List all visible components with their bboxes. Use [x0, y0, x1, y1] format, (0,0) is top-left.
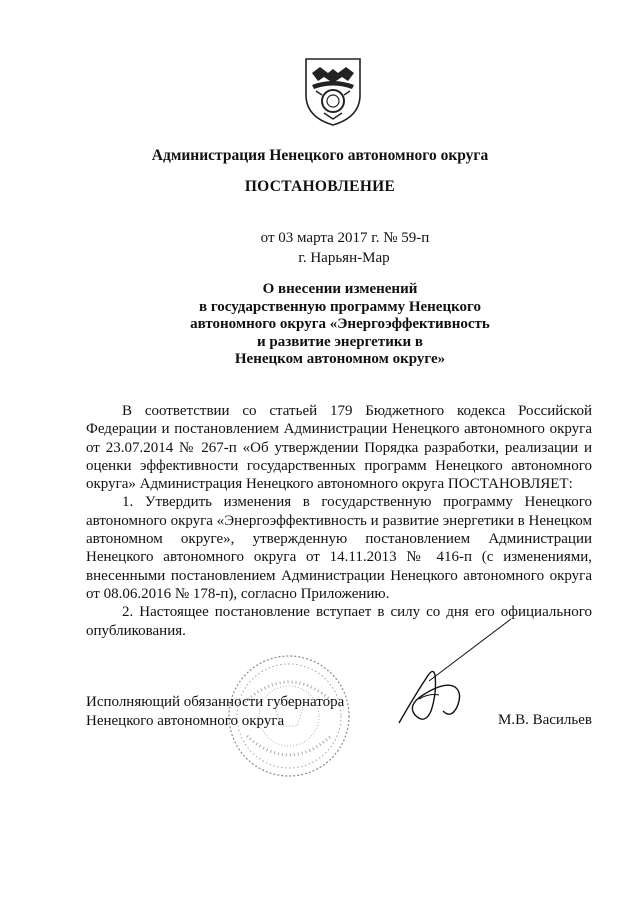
organization-name: Администрация Ненецкого автономного округа — [151, 147, 489, 164]
handwritten-signature-icon — [385, 615, 515, 730]
subject-line: в государственную программу Ненецкого — [199, 298, 481, 315]
document-type: ПОСТАНОВЛЕНИЕ — [244, 178, 396, 195]
preamble-paragraph: В соответствии со статьей 179 Бюджетного кодекса Российской Федерации и постановлением Администрации Ненецкого автономного округа от 23.07.2014 № 267-п «Об утверждении Порядка разработки, реализации и оценки эффективности государственных программ Ненецкого автономного округа» Администрация Ненецкого автономного округа ПОСТАНОВЛЯЕТ: — [86, 403, 592, 493]
document-body — [86, 402, 592, 640]
document-subject — [0, 281, 640, 369]
item-1-paragraph: 1. Утвердить изменения в государственную программу Ненецкого автономного округа «Энергоэффективность и развитие энергетики в Ненецком автономном округе», утвержденную постановлением Администрации Ненецкого автономного округа от 14.11.2013 № 416-п (с изменениями, внесенными постановлением Администрации Ненецкого автономного округа от 08.06.2016 № 178-п), согласно Приложению. — [86, 494, 592, 602]
signatory-position-line: Ненецкого автономного округа — [86, 712, 285, 729]
subject-line: О внесении изменений — [262, 281, 418, 297]
coat-of-arms-icon — [302, 55, 364, 127]
document-date-number: от 03 марта 2017 г. № 59-п — [260, 230, 430, 246]
document-city: г. Нарьян-Мар — [298, 250, 390, 266]
signatory-name: М.В. Васильев — [497, 712, 592, 728]
subject-line: автономного округа «Энергоэффективность — [190, 316, 490, 333]
signatory-position-line: Исполняющий обязанности губернатора — [86, 694, 345, 710]
signatory-position — [86, 693, 344, 730]
subject-line: Ненецком автономном округе» — [234, 351, 446, 368]
subject-line: и развитие энергетики в — [257, 333, 423, 350]
item-2-paragraph: 2. Настоящее постановление вступает в силу со дня его официального опубликования. — [86, 604, 592, 639]
